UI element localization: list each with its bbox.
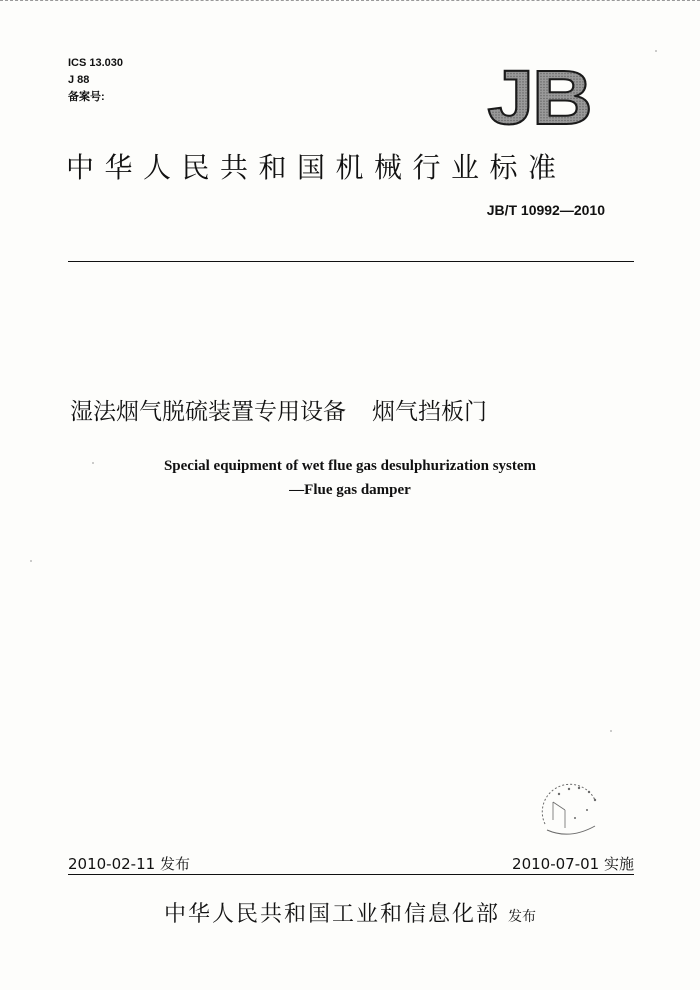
scan-speck: [30, 560, 32, 562]
footer-divider: [68, 874, 634, 875]
chinese-title: [70, 393, 630, 426]
scan-speck: [610, 730, 612, 732]
library-seal-icon: [535, 780, 605, 844]
english-title: [0, 454, 700, 502]
english-title-line-2: —Flue gas damper: [289, 482, 411, 498]
standard-number: JB/T 10992—2010: [486, 202, 605, 218]
publisher-line: [0, 897, 700, 928]
classification-block: [68, 55, 123, 106]
header-divider: [68, 261, 634, 262]
industry-standard-title: 中华人民共和国机械行业标准: [66, 151, 567, 184]
scan-top-border: [0, 0, 700, 5]
class-code: J 88: [68, 74, 90, 86]
chinese-title-sub: 烟气挡板门: [372, 399, 487, 425]
chinese-title-main: 湿法烟气脱硫装置专用设备: [70, 399, 346, 425]
english-title-line-1: Special equipment of wet flue gas desulphurization system: [163, 458, 537, 474]
jb-logo-text: JB: [487, 58, 591, 132]
jb-logo: [474, 58, 604, 132]
scan-speck: [655, 50, 657, 52]
effective-date: 2010-07-01 实施: [512, 855, 634, 873]
ics-code: ICS 13.030: [68, 57, 124, 69]
publisher-org: 中华人民共和国工业和信息化部: [163, 902, 500, 927]
record-number-label: 备案号:: [68, 91, 105, 103]
scan-speck: [92, 462, 94, 464]
publisher-suffix: 发布: [508, 909, 536, 925]
publish-date: 2010-02-11 发布: [68, 855, 190, 873]
